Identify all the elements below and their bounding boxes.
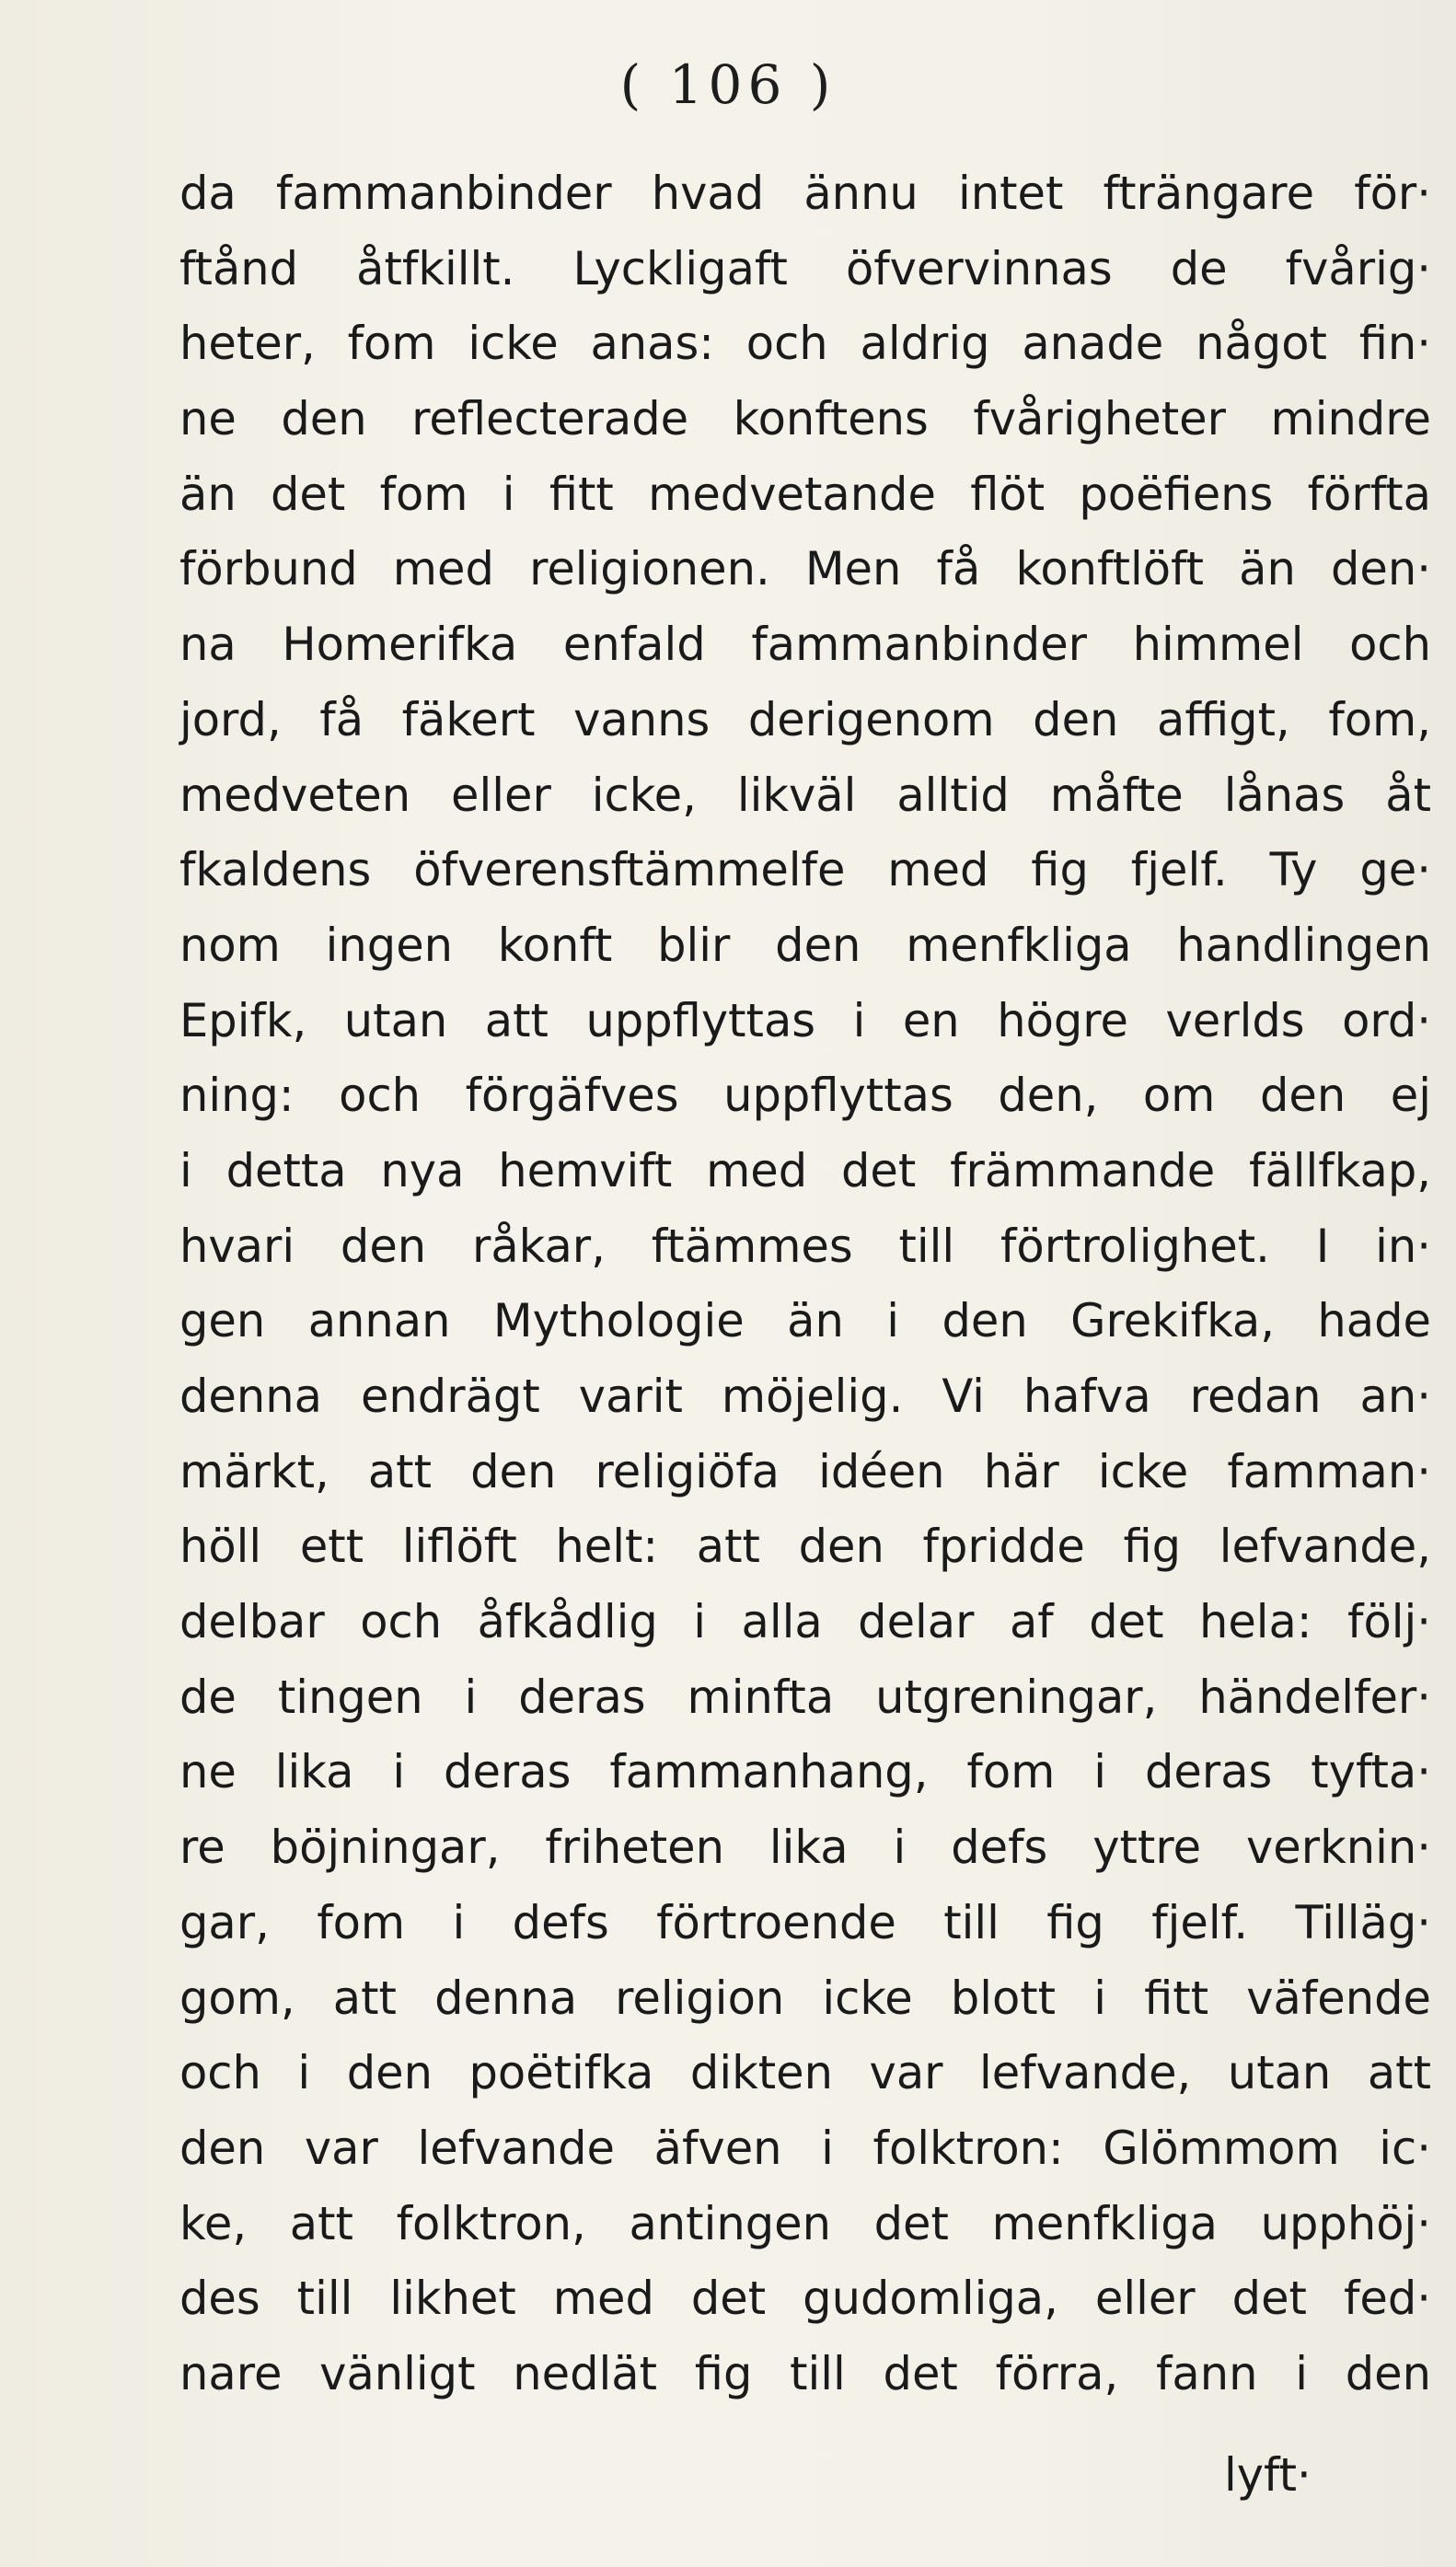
text-line: de tingen i deras minfta utgreningar, händelfer· (179, 1670, 1431, 1724)
text-line: hvari den råkar, ftämmes till förtrolighet. I in· (179, 1219, 1431, 1273)
text-line: ning: och förgäfves uppflyttas den, om den ej (179, 1069, 1431, 1123)
text-line: gom, att denna religion icke blott i fitt väfende (179, 1971, 1431, 2025)
catchword: lyft· (1224, 2448, 1312, 2502)
text-line: Epifk, utan att uppflyttas i en högre verlds ord· (179, 993, 1431, 1047)
body-text (179, 156, 1431, 2412)
text-line: än det fom i fitt medvetande flöt poëfiens förfta (179, 467, 1431, 521)
text-line: ne den reflecterade konftens fvårigheter mindre (179, 392, 1431, 446)
text-line: nare vänligt nedlät fig till det förra, fann i den (179, 2346, 1431, 2400)
text-line: des till likhet med det gudomliga, eller det fed· (179, 2272, 1431, 2326)
text-line: ftånd åtfkillt. Lyckligaft öfvervinnas de fvårig· (179, 241, 1431, 295)
text-line: den var lefvande äfven i folktron: Glömmom ic· (179, 2121, 1431, 2175)
text-line: jord, få fäkert vanns derigenom den affigt, fom, (179, 692, 1431, 746)
text-line: nom ingen konft blir den menfkliga handlingen (179, 918, 1431, 972)
text-line: medveten eller icke, likväl alltid måfte lånas åt (179, 768, 1431, 822)
text-line: förbund med religionen. Men få konftlöft än den· (179, 542, 1431, 596)
text-line: re böjningar, friheten lika i defs yttre verknin· (179, 1821, 1431, 1875)
text-line: da fammanbinder hvad ännu intet fträngare för· (179, 167, 1431, 220)
text-line: höll ett liflöft helt: att den fpridde fig lefvande, (179, 1520, 1431, 1574)
text-line: och i den poëtifka dikten var lefvande, utan att (179, 2046, 1431, 2100)
text-line: ne lika i deras fammanhang, fom i deras tyfta· (179, 1745, 1431, 1799)
text-line: denna endrägt varit möjelig. Vi hafva redan an· (179, 1370, 1431, 1423)
text-line: delbar och åfkådlig i alla delar af det hela: följ· (179, 1595, 1431, 1649)
text-line: gen annan Mythologie än i den Grekifka, hade (179, 1294, 1431, 1348)
text-line: fkaldens öfverensftämmelfe med fig fjelf. Ty ge· (179, 843, 1431, 897)
text-line: gar, fom i defs förtroende till fig fjelf. Tilläg· (179, 1895, 1431, 1949)
text-line: i detta nya hemvift med det främmande fällfkap, (179, 1143, 1431, 1197)
text-line: na Homerifka enfald fammanbinder himmel och (179, 618, 1431, 672)
text-line: heter, fom icke anas: och aldrig anade något fin· (179, 317, 1431, 371)
text-line: märkt, att den religiöfa idéen här icke famman· (179, 1444, 1431, 1498)
page-number: ( 106 ) (619, 53, 837, 116)
text-line: ke, att folktron, antingen det menfkliga upphöj· (179, 2196, 1431, 2250)
